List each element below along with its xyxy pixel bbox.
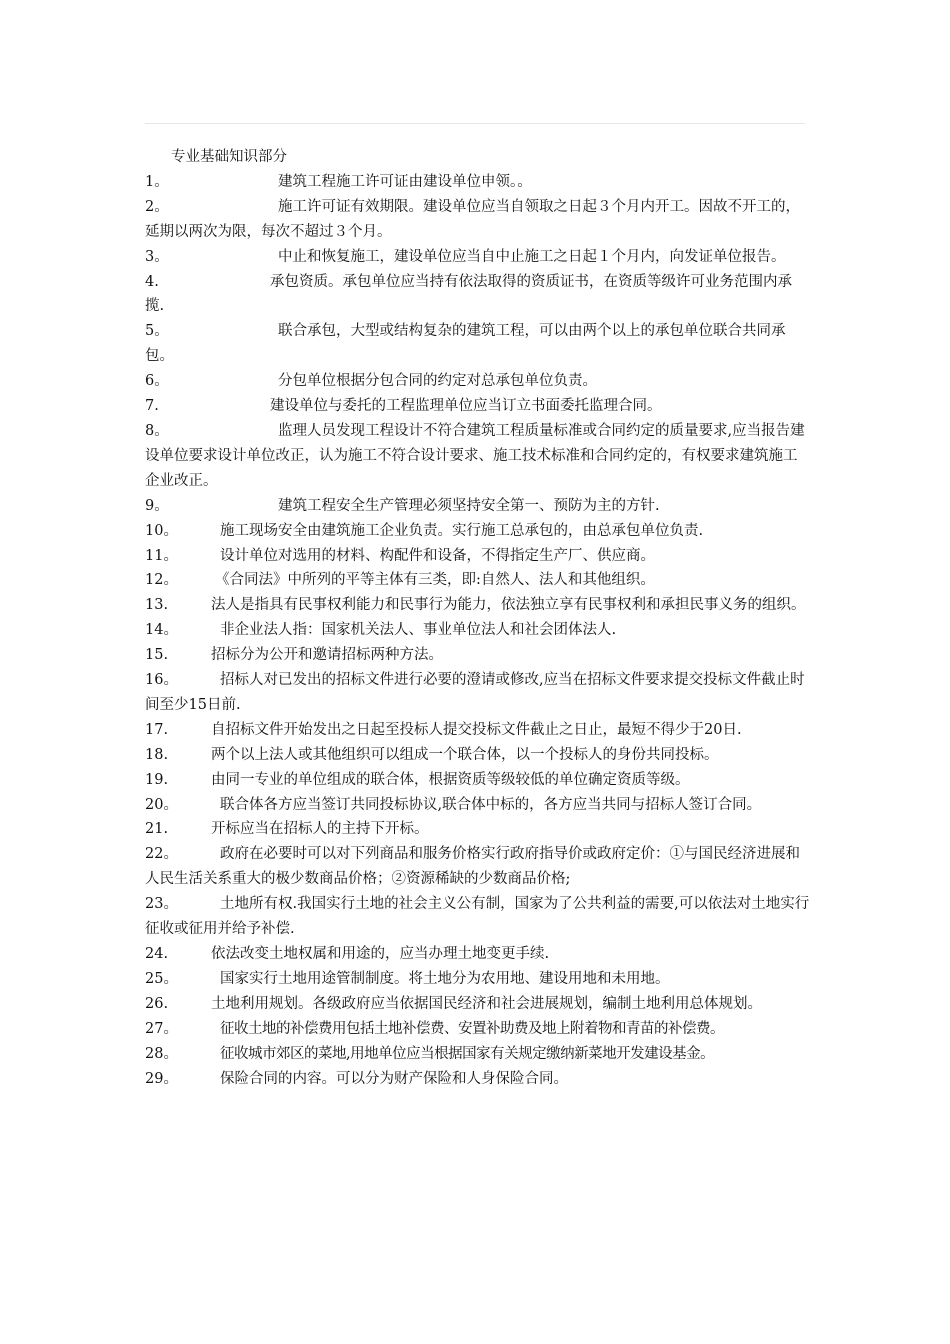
item-number: 16。 [145, 672, 178, 689]
item-text: 征收城市郊区的菜地,用地单位应当根据国家有关规定缴纳新菜地开发建设基金。 [220, 1045, 715, 1062]
item-number: 12。 [145, 572, 178, 589]
item-number: 1。 [145, 173, 169, 190]
item-number: 21. [145, 821, 169, 838]
list-item [145, 967, 810, 992]
list-item [145, 369, 810, 394]
item-number: 10。 [145, 522, 178, 539]
list-item [145, 593, 810, 618]
item-text: 土地利用规划。各级政府应当依据国民经济和社会进展规划，编制土地利用总体规划。 [211, 995, 762, 1012]
item-number: 4. [145, 273, 159, 290]
item-text: 保险合同的内容。可以分为财产保险和人身保险合同。 [220, 1070, 568, 1087]
item-text: 施工现场安全由建筑施工企业负责。实行施工总承包的，由总承包单位负责. [220, 522, 704, 539]
header-divider [145, 123, 805, 124]
item-number: 22。 [145, 846, 178, 863]
item-text: 两个以上法人或其他组织可以组成一个联合体，以一个投标人的身份共同投标。 [211, 746, 719, 763]
item-number: 6。 [145, 373, 169, 390]
item-number: 18. [145, 746, 169, 763]
list-item [145, 618, 810, 643]
item-text: 非企业法人指：国家机关法人、事业单位法人和社会团体法人. [220, 622, 617, 639]
list-item [145, 668, 810, 718]
item-number: 17. [145, 721, 169, 738]
item-text: 建设单位与委托的工程监理单位应当订立书面委托监理合同。 [270, 398, 662, 415]
list-item [145, 270, 810, 320]
list-item [145, 743, 810, 768]
item-number: 19. [145, 771, 169, 788]
item-number: 14。 [145, 622, 178, 639]
list-item [145, 544, 810, 569]
item-text: 依法改变土地权属和用途的，应当办理土地变更手续. [211, 946, 550, 962]
list-item [145, 419, 810, 494]
item-number: 5。 [145, 323, 169, 340]
item-text: 土地所有权.我国实行土地的社会主义公有制，国家为了公共利益的需要,可以依法对土地实行征收或征用并给予补偿. [145, 896, 810, 938]
list-item [145, 170, 810, 195]
item-number: 15. [145, 647, 169, 664]
list-item [145, 892, 810, 942]
item-number: 9。 [145, 497, 169, 514]
section-heading: 专业基础知识部分 [171, 149, 287, 165]
list-item [145, 1017, 810, 1042]
list-item [145, 394, 810, 419]
item-number: 7. [145, 398, 159, 415]
list-item [145, 568, 810, 593]
item-number: 26. [145, 995, 169, 1012]
item-text: 分包单位根据分包合同的约定对总承包单位负责。 [278, 373, 597, 390]
item-text: 监理人员发现工程设计不符合建筑工程质量标准或合同约定的质量要求,应当报告建设单位要求设计单位改正，认为施工不符合设计要求、施工技术标准和合同约定的，有权要求建筑施工企业改正。 [145, 422, 805, 489]
list-item [145, 1042, 810, 1067]
item-number: 25。 [145, 970, 178, 987]
list-item [145, 768, 810, 793]
item-number: 27。 [145, 1020, 178, 1037]
list-item [145, 992, 810, 1017]
list-item [145, 643, 810, 668]
item-text: 由同一专业的单位组成的联合体，根据资质等级较低的单位确定资质等级。 [211, 771, 690, 788]
item-number: 3。 [145, 248, 169, 265]
item-text: 法人是指具有民事权利能力和民事行为能力，依法独立享有民事权利和承担民事义务的组织。 [211, 597, 806, 614]
item-text: 征收土地的补偿费用包括土地补偿费、安置补助费及地上附着物和青苗的补偿费。 [220, 1020, 724, 1037]
list-item [145, 793, 810, 818]
item-text: 联合承包，大型或结构复杂的建筑工程，可以由两个以上的承包单位联合共同承包。 [145, 323, 786, 365]
list-item [145, 817, 810, 842]
item-text: 施工许可证有效期限。建设单位应当自领取之日起３个月内开工。因故不开工的，延期以两次为限，每次不超过３个月。 [145, 198, 800, 240]
item-number: 23。 [145, 896, 178, 913]
item-text: 国家实行土地用途管制制度。将土地分为农用地、建设用地和未用地。 [220, 970, 670, 987]
item-text: 招标人对已发出的招标文件进行必要的澄请或修改,应当在招标文件要求提交投标文件截止时间至少15日前. [145, 672, 805, 713]
list-item [145, 519, 810, 544]
list-item [145, 245, 810, 270]
item-number: 24. [145, 946, 169, 962]
item-number: 11。 [145, 547, 178, 564]
list-item [145, 195, 810, 245]
item-text: 中止和恢复施工，建设单位应当自中止施工之日起１个月内，向发证单位报告。 [278, 248, 786, 265]
document-body [145, 145, 810, 1091]
item-number: 13. [145, 597, 169, 614]
list-item [145, 494, 810, 519]
item-number: 28。 [145, 1045, 178, 1062]
item-number: 2。 [145, 198, 169, 215]
item-text: 《合同法》中所列的平等主体有三类，即:自然人、法人和其他组织。 [215, 572, 655, 589]
item-text: 设计单位对选用的材料、构配件和设备，不得指定生产厂、供应商。 [220, 547, 655, 564]
item-text: 建筑工程施工许可证由建设单位申领。。 [278, 173, 532, 190]
item-text: 自招标文件开始发出之日起至投标人提交投标文件截止之日止，最短不得少于20日. [211, 721, 742, 738]
list-item [145, 842, 810, 892]
item-text: 开标应当在招标人的主持下开标。 [211, 821, 429, 838]
list-item [145, 942, 810, 967]
item-number: 20。 [145, 796, 178, 813]
item-number: 8。 [145, 422, 169, 439]
item-text: 建筑工程安全生产管理必须坚持安全第一、预防为主的方针. [278, 497, 660, 514]
item-text: 政府在必要时可以对下列商品和服务价格实行政府指导价或政府定价：①与国民经济进展和人民生活关系重大的极少数商品价格；②资源稀缺的少数商品价格; [145, 846, 800, 888]
item-text: 招标分为公开和邀请招标两种方法。 [211, 647, 443, 664]
list-item [145, 1067, 810, 1092]
item-text: 联合体各方应当签订共同投标协议,联合体中标的，各方应当共同与招标人签订合同。 [220, 796, 762, 813]
item-text: 承包资质。承包单位应当持有依法取得的资质证书，在资质等级许可业务范围内承揽. [145, 273, 792, 315]
list-item [145, 718, 810, 743]
list-item [145, 319, 810, 369]
item-number: 29。 [145, 1070, 178, 1087]
